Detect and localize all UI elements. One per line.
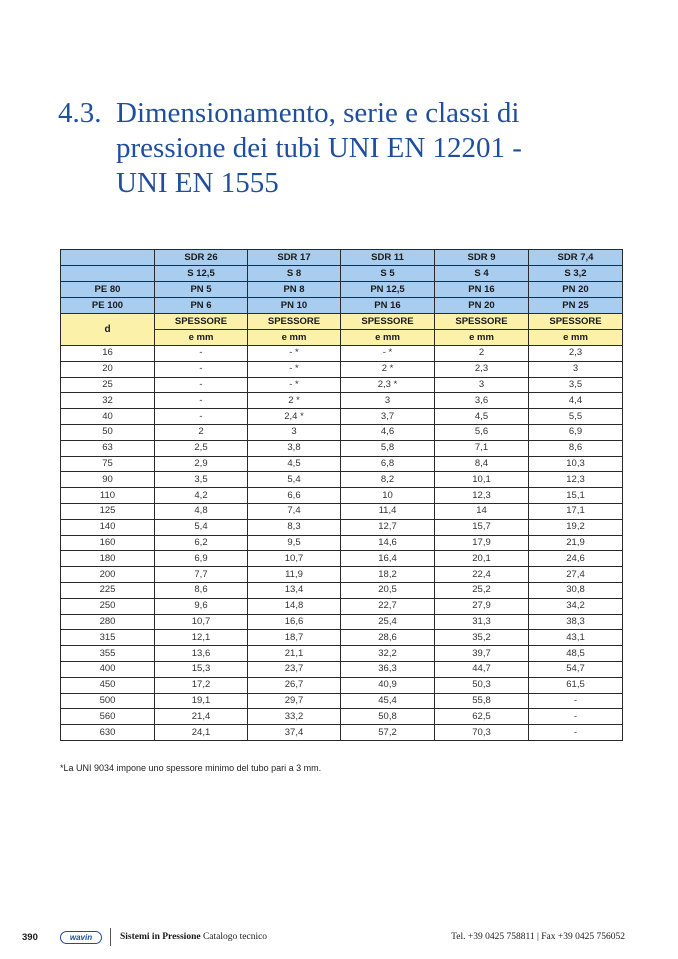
thickness-cell: 3,7 (341, 409, 435, 425)
thickness-cell: 8,6 (155, 582, 248, 598)
section-number: 4.3. (58, 97, 102, 129)
unit-header: e mm (155, 330, 248, 346)
sdr-cell: SDR 7,4 (529, 250, 623, 266)
thickness-cell: - (529, 725, 623, 741)
thickness-cell: 7,1 (435, 440, 529, 456)
table-row (61, 551, 623, 567)
thickness-cell: 18,2 (341, 567, 435, 583)
thickness-cell: 30,8 (529, 582, 623, 598)
thickness-cell: 43,1 (529, 630, 623, 646)
thickness-cell: 19,2 (529, 519, 623, 535)
thickness-cell: - * (248, 361, 341, 377)
diameter-cell: 50 (61, 424, 155, 440)
pn-cell: PN 16 (435, 282, 529, 298)
diameter-cell: 110 (61, 488, 155, 504)
page-title (58, 96, 658, 201)
thickness-cell: 9,6 (155, 598, 248, 614)
thickness-cell: - (529, 693, 623, 709)
diameter-cell: 16 (61, 346, 155, 362)
thickness-cell: 8,3 (248, 519, 341, 535)
thickness-cell: 2,3 (529, 346, 623, 362)
pn-cell: PN 5 (155, 282, 248, 298)
thickness-cell: 3,5 (155, 472, 248, 488)
footer-divider (110, 928, 111, 946)
thickness-cell: 7,7 (155, 567, 248, 583)
sdr-cell: SDR 9 (435, 250, 529, 266)
table-row (61, 346, 623, 362)
sdr-cell: SDR 11 (341, 250, 435, 266)
s-cell: S 12,5 (155, 266, 248, 282)
table-row (61, 646, 623, 662)
thickness-cell: 6,8 (341, 456, 435, 472)
diameter-cell: 560 (61, 709, 155, 725)
thickness-cell: 12,3 (529, 472, 623, 488)
thickness-cell: 22,4 (435, 567, 529, 583)
thickness-cell: 38,3 (529, 614, 623, 630)
thickness-cell: 8,2 (341, 472, 435, 488)
diameter-cell: 630 (61, 725, 155, 741)
thickness-cell: 12,1 (155, 630, 248, 646)
table-row (61, 725, 623, 741)
diameter-cell: 32 (61, 393, 155, 409)
thickness-cell: 10 (341, 488, 435, 504)
thickness-cell: 14 (435, 503, 529, 519)
thickness-cell: 29,7 (248, 693, 341, 709)
thickness-cell: 4,5 (435, 409, 529, 425)
pipe-dimension-table (60, 249, 623, 741)
thickness-cell: 3 (435, 377, 529, 393)
table-row (61, 440, 623, 456)
thickness-cell: 2 (155, 424, 248, 440)
thickness-cell: 6,2 (155, 535, 248, 551)
s-cell: S 5 (341, 266, 435, 282)
catalog-title-rest: Catalogo tecnico (200, 932, 268, 942)
diameter-cell: 450 (61, 677, 155, 693)
thickness-cell: 4,8 (155, 503, 248, 519)
thickness-cell: 17,9 (435, 535, 529, 551)
thickness-cell: 61,5 (529, 677, 623, 693)
diameter-cell: 500 (61, 693, 155, 709)
thickness-cell: - (155, 346, 248, 362)
table-row (61, 693, 623, 709)
diameter-cell: 125 (61, 503, 155, 519)
thickness-cell: 54,7 (529, 661, 623, 677)
thickness-header: SPESSORE (248, 314, 341, 330)
catalog-title-bold: Sistemi in Pressione (120, 932, 201, 942)
thickness-cell: 24,6 (529, 551, 623, 567)
thickness-cell: 3,8 (248, 440, 341, 456)
thickness-cell: 12,3 (435, 488, 529, 504)
thickness-cell: 5,4 (155, 519, 248, 535)
pe100-row (61, 298, 623, 314)
thickness-cell: - (155, 409, 248, 425)
thickness-cell: 31,3 (435, 614, 529, 630)
table-row (61, 614, 623, 630)
thickness-label-row (61, 314, 623, 330)
sdr-cell: SDR 26 (155, 250, 248, 266)
pn-cell: PN 20 (529, 282, 623, 298)
thickness-cell: 6,9 (155, 551, 248, 567)
thickness-cell: 3 (529, 361, 623, 377)
thickness-cell: 25,4 (341, 614, 435, 630)
thickness-cell: 44,7 (435, 661, 529, 677)
pn-cell: PN 25 (529, 298, 623, 314)
thickness-cell: 3,6 (435, 393, 529, 409)
pe100-label: PE 100 (61, 298, 155, 314)
thickness-cell: 37,4 (248, 725, 341, 741)
thickness-cell: 15,7 (435, 519, 529, 535)
diameter-cell: 315 (61, 630, 155, 646)
table-row (61, 377, 623, 393)
diameter-cell: 40 (61, 409, 155, 425)
unit-header: e mm (529, 330, 623, 346)
diameter-cell: 90 (61, 472, 155, 488)
table-row (61, 598, 623, 614)
thickness-cell: 50,3 (435, 677, 529, 693)
thickness-cell: 4,5 (248, 456, 341, 472)
thickness-cell: 4,6 (341, 424, 435, 440)
catalog-title (120, 932, 267, 942)
thickness-cell: 5,8 (341, 440, 435, 456)
thickness-cell: 34,2 (529, 598, 623, 614)
thickness-cell: 10,7 (155, 614, 248, 630)
table-row (61, 709, 623, 725)
diameter-cell: 180 (61, 551, 155, 567)
d-header: d (61, 314, 155, 346)
thickness-cell: 4,4 (529, 393, 623, 409)
diameter-cell: 25 (61, 377, 155, 393)
table-row (61, 535, 623, 551)
thickness-cell: 32,2 (341, 646, 435, 662)
contact-info: Tel. +39 0425 758811 | Fax +39 0425 756052 (451, 932, 625, 942)
thickness-cell: - * (248, 346, 341, 362)
thickness-cell: 39,7 (435, 646, 529, 662)
thickness-cell: 21,9 (529, 535, 623, 551)
thickness-cell: 20,5 (341, 582, 435, 598)
diameter-cell: 280 (61, 614, 155, 630)
thickness-cell: - * (341, 346, 435, 362)
thickness-header: SPESSORE (155, 314, 248, 330)
wavin-logo: wavin (60, 931, 102, 944)
thickness-cell: 6,6 (248, 488, 341, 504)
thickness-cell: 8,4 (435, 456, 529, 472)
unit-header: e mm (435, 330, 529, 346)
sdr-row (61, 250, 623, 266)
thickness-cell: - (155, 377, 248, 393)
table-row (61, 661, 623, 677)
table-row (61, 488, 623, 504)
diameter-cell: 225 (61, 582, 155, 598)
pe80-row (61, 282, 623, 298)
thickness-cell: - (529, 709, 623, 725)
thickness-cell: 18,7 (248, 630, 341, 646)
thickness-header: SPESSORE (435, 314, 529, 330)
thickness-cell: 24,1 (155, 725, 248, 741)
thickness-header: SPESSORE (341, 314, 435, 330)
thickness-cell: 10,1 (435, 472, 529, 488)
thickness-cell: 16,4 (341, 551, 435, 567)
thickness-cell: 27,4 (529, 567, 623, 583)
thickness-cell: 6,9 (529, 424, 623, 440)
thickness-cell: 36,3 (341, 661, 435, 677)
thickness-cell: 22,7 (341, 598, 435, 614)
thickness-cell: 40,9 (341, 677, 435, 693)
thickness-cell: 20,1 (435, 551, 529, 567)
page-number: 390 (22, 932, 38, 943)
thickness-cell: 7,4 (248, 503, 341, 519)
unit-header: e mm (341, 330, 435, 346)
thickness-cell: 10,7 (248, 551, 341, 567)
pe80-label: PE 80 (61, 282, 155, 298)
thickness-cell: 2,9 (155, 456, 248, 472)
table-row (61, 409, 623, 425)
thickness-cell: - (155, 361, 248, 377)
diameter-cell: 63 (61, 440, 155, 456)
thickness-cell: 23,7 (248, 661, 341, 677)
thickness-cell: 2,3 (435, 361, 529, 377)
table-row (61, 677, 623, 693)
thickness-cell: 2,3 * (341, 377, 435, 393)
diameter-cell: 250 (61, 598, 155, 614)
thickness-cell: 57,2 (341, 725, 435, 741)
header-blank-cell (61, 266, 155, 282)
thickness-cell: 26,7 (248, 677, 341, 693)
thickness-cell: 5,4 (248, 472, 341, 488)
title-line-1: Dimensionamento, serie e classi di (116, 97, 520, 129)
pn-cell: PN 20 (435, 298, 529, 314)
pn-cell: PN 8 (248, 282, 341, 298)
table-row (61, 361, 623, 377)
thickness-cell: 3 (341, 393, 435, 409)
thickness-cell: 14,8 (248, 598, 341, 614)
thickness-cell: 21,4 (155, 709, 248, 725)
thickness-cell: 2 * (248, 393, 341, 409)
thickness-cell: 8,6 (529, 440, 623, 456)
unit-header: e mm (248, 330, 341, 346)
table-row (61, 582, 623, 598)
s-cell: S 8 (248, 266, 341, 282)
thickness-cell: 70,3 (435, 725, 529, 741)
table-row (61, 393, 623, 409)
thickness-cell: 2 * (341, 361, 435, 377)
title-line-3: UNI EN 1555 (116, 167, 279, 199)
thickness-cell: 3,5 (529, 377, 623, 393)
thickness-cell: 13,4 (248, 582, 341, 598)
thickness-cell: - (155, 393, 248, 409)
thickness-cell: 17,2 (155, 677, 248, 693)
thickness-cell: 2,4 * (248, 409, 341, 425)
thickness-cell: 9,5 (248, 535, 341, 551)
sdr-cell: SDR 17 (248, 250, 341, 266)
diameter-cell: 75 (61, 456, 155, 472)
header-blank-cell (61, 250, 155, 266)
diameter-cell: 355 (61, 646, 155, 662)
thickness-cell: 19,1 (155, 693, 248, 709)
thickness-cell: 48,5 (529, 646, 623, 662)
s-row (61, 266, 623, 282)
table-row (61, 567, 623, 583)
thickness-cell: 2 (435, 346, 529, 362)
thickness-cell: 55,8 (435, 693, 529, 709)
table-row (61, 630, 623, 646)
thickness-cell: 35,2 (435, 630, 529, 646)
thickness-cell: 4,2 (155, 488, 248, 504)
table-row (61, 503, 623, 519)
thickness-cell: 62,5 (435, 709, 529, 725)
thickness-cell: 3 (248, 424, 341, 440)
thickness-cell: 5,5 (529, 409, 623, 425)
diameter-cell: 160 (61, 535, 155, 551)
pn-cell: PN 12,5 (341, 282, 435, 298)
diameter-cell: 20 (61, 361, 155, 377)
thickness-cell: 11,4 (341, 503, 435, 519)
thickness-cell: 33,2 (248, 709, 341, 725)
thickness-cell: 11,9 (248, 567, 341, 583)
thickness-cell: 45,4 (341, 693, 435, 709)
table-row (61, 519, 623, 535)
thickness-cell: - * (248, 377, 341, 393)
thickness-cell: 15,3 (155, 661, 248, 677)
title-line-2: pressione dei tubi UNI EN 12201 - (116, 132, 522, 164)
thickness-cell: 25,2 (435, 582, 529, 598)
pn-cell: PN 10 (248, 298, 341, 314)
footnote: *La UNI 9034 impone uno spessore minimo del tubo pari a 3 mm. (60, 763, 322, 773)
diameter-cell: 400 (61, 661, 155, 677)
pn-cell: PN 6 (155, 298, 248, 314)
thickness-cell: 10,3 (529, 456, 623, 472)
thickness-cell: 13,6 (155, 646, 248, 662)
thickness-cell: 27,9 (435, 598, 529, 614)
table-row (61, 456, 623, 472)
thickness-cell: 50,8 (341, 709, 435, 725)
thickness-cell: 5,6 (435, 424, 529, 440)
thickness-cell: 12,7 (341, 519, 435, 535)
thickness-cell: 28,6 (341, 630, 435, 646)
thickness-cell: 16,6 (248, 614, 341, 630)
thickness-cell: 21,1 (248, 646, 341, 662)
page-footer (0, 930, 678, 946)
diameter-cell: 140 (61, 519, 155, 535)
s-cell: S 4 (435, 266, 529, 282)
thickness-cell: 17,1 (529, 503, 623, 519)
diameter-cell: 200 (61, 567, 155, 583)
pn-cell: PN 16 (341, 298, 435, 314)
table-row (61, 424, 623, 440)
thickness-cell: 14,6 (341, 535, 435, 551)
thickness-cell: 15,1 (529, 488, 623, 504)
table-row (61, 472, 623, 488)
thickness-cell: 2,5 (155, 440, 248, 456)
thickness-header: SPESSORE (529, 314, 623, 330)
s-cell: S 3,2 (529, 266, 623, 282)
